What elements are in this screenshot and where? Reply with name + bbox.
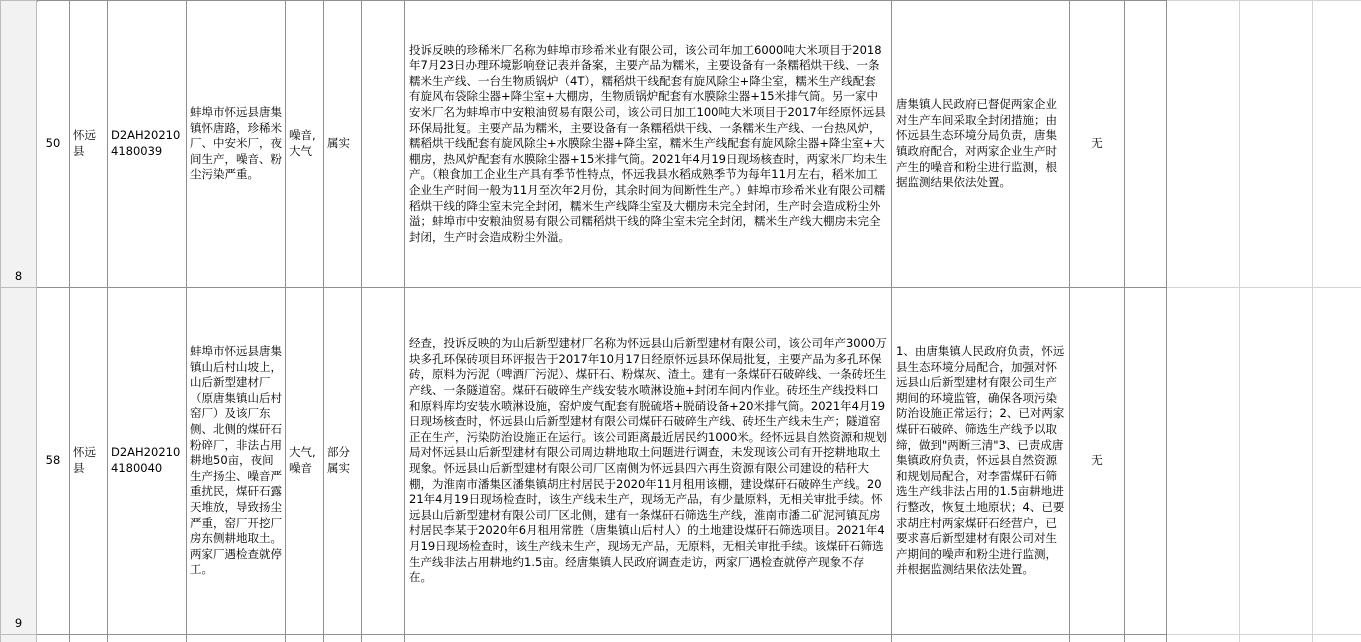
empty-cell[interactable] [405,635,892,642]
location-cell[interactable]: 蚌埠市怀远县唐集镇怀唐路，珍稀米厂、中安米厂，夜间生产，噪音、粉尘污染严重。 [187,1,286,288]
measures-cell[interactable]: 唐集镇人民政府已督促两家企业对生产车间采取全封闭措施；由怀远县生态环境分局负责，唐集镇政府配合，对两家企业生产时产生的噪音和粉尘进行监测，根据监测结果依法处置。 [892,1,1070,288]
empty-cell[interactable] [362,1,405,288]
empty-cell[interactable] [362,288,405,635]
empty-cell[interactable] [1167,1,1240,288]
accountability-cell[interactable]: 无 [1070,1,1125,288]
code-cell[interactable]: D2AH202104180040 [108,288,187,635]
empty-cell[interactable] [1167,288,1240,635]
seq-cell[interactable]: 58 [37,288,70,635]
empty-cell[interactable] [1167,635,1240,642]
empty-cell[interactable] [286,635,324,642]
empty-cell[interactable] [1125,635,1167,642]
empty-cell[interactable] [1125,288,1167,635]
empty-cell[interactable] [1313,1,1361,288]
measures-cell[interactable]: 1、由唐集镇人民政府负责，怀远县生态环境分局配合，加强对怀远县山后新型建材有限公司生产期间的环境监管，确保各项污染防治设施正常运行；2、已对两家煤矸石破碎、筛选生产线予以取缔，做到"两断三清"3、已责成唐集镇政府负责，怀远县自然资源和规划局配合，对李雷煤矸石筛选生产线非法占用的1.5亩耕地进行整改，恢复土地原状；4、已要求胡庄村两家煤矸石经营户，已要求喜后新型建材有限公司对生产期间的噪声和粉尘进行监测，并根据监测结果依法处置。 [892,288,1070,635]
empty-cell[interactable] [70,635,108,642]
county-cell[interactable]: 怀远县 [70,1,108,288]
empty-cell[interactable] [1313,288,1361,635]
empty-cell[interactable] [37,635,70,642]
empty-cell[interactable] [1240,1,1313,288]
seq-cell[interactable]: 50 [37,1,70,288]
code-cell[interactable]: D2AH202104180039 [108,1,187,288]
row-header[interactable]: 9 [1,288,37,635]
empty-cell[interactable] [1240,288,1313,635]
empty-cell[interactable] [1070,635,1125,642]
investigation-cell[interactable]: 投诉反映的珍稀米厂名称为蚌埠市珍希米业有限公司，该公司年加工6000吨大米项目于2018年7月23日办理环境影响登记表并备案，主要产品为糯米，主要设备有一条糯稻烘干线、一条糯米生产线、一台生物质锅炉（4T），糯稻烘干线配套有旋风除尘+降尘室，糯米生产线配套有旋风布袋除尘器+降尘室+大棚房，生物质锅炉配套有水膜除尘器+15米排气筒。另一家中安米厂名为蚌埠市中安粮油贸易有限公司，该公司日加工100吨大米项目于2017年经原怀远县环保局批复。主要产品为糯米，主要设备有一条糯稻烘干线、一条糯米生产线、一台热风炉，糯稻烘干线配套有旋风除尘+水膜除尘器+降尘室，糯米生产线配套有旋风除尘器+降尘室+大棚房，热风炉配套有水膜除尘器+15米排气筒。2021年4月19日现场核查时，两家米厂均未生产。（粮食加工企业生产具有季节性特点，怀远我县水稻成熟季节为每年11月左右，稻米加工企业生产时间一般为11月至次年2月份，其余时间为间断性生产。）蚌埠市珍希米业有限公司糯稻烘干线的降尘室未完全封闭，糯米生产线降尘室及大棚房未完全封闭，生产时会造成粉尘外溢；蚌埠市中安粮油贸易有限公司糯稻烘干线的降尘室未完全封闭，糯米生产线大棚房未完全封闭，生产时会造成粉尘外溢。 [405,1,892,288]
empty-cell[interactable] [108,635,187,642]
table-row[interactable] [1,288,1361,635]
accountability-cell[interactable]: 无 [1070,288,1125,635]
empty-cell[interactable] [324,635,362,642]
verdict-cell[interactable]: 属实 [324,1,362,288]
empty-cell[interactable] [362,635,405,642]
investigation-cell[interactable]: 经查，投诉反映的为山后新型建材厂名称为怀远县山后新型建材有限公司，该公司年产3000万块多孔环保砖项目环评报告于2017年10月17日经原怀远县环保局批复，主要产品为多孔环保砖，原料为污泥（啤酒厂污泥）、煤矸石、粉煤灰、渣土。建有一条煤矸石破碎线、一条砖坯生产线、一条隧道窑。煤矸石破碎生产线安装水喷淋设施+封闭车间内作业。砖坯生产线投料口和原料库均安装水喷淋设施，窑炉废气配套有脱硫塔+脱硝设备+20米排气筒。2021年4月19日现场核查时，怀远县山后新型建材有限公司煤矸石破碎生产线、砖坯生产线未生产；隧道窑正在生产，污染防治设施正在运行。该公司距离最近居民约1000米。经怀远县自然资源和规划局对怀远县山后新型建材有限公司周边耕地取土问题进行调查，未发现该公司有开挖耕地取土现象。怀远县山后新型建材有限公司厂区南侧为怀远县四六再生资源有限公司建设的秸秆大棚，为淮南市潘集区潘集镇胡庄村居民于2020年11月租用该棚，建设煤矸石破碎生产线。2021年4月19日现场检查时，该生产线未生产，现场无产品，有少量原料，无相关审批手续。怀远县山后新型建材有限公司厂区北侧，建有一条煤矸石筛选生产线，淮南市潘二矿泥河镇瓦房村居民李某于2020年6月租用常胜（唐集镇山后村人）的土地建设煤矸石筛选项目。2021年4月19日现场检查时，该生产线未生产，现场无产品，无原料，无相关审批手续。该煤矸石筛选生产线非法占用耕地约1.5亩。经唐集镇人民政府调查走访，两家厂遇检查就停产现象不存在。 [405,288,892,635]
table-row[interactable] [1,635,1361,642]
row-header[interactable]: 8 [1,1,37,288]
table-row[interactable] [1,1,1361,288]
empty-cell[interactable] [1313,635,1361,642]
verdict-cell[interactable]: 部分属实 [324,288,362,635]
county-cell[interactable]: 怀远县 [70,288,108,635]
empty-cell[interactable] [1240,635,1313,642]
pollution-type-cell[interactable]: 大气,噪音 [286,288,324,635]
empty-cell[interactable] [892,635,1070,642]
empty-cell[interactable] [1125,1,1167,288]
row-header[interactable] [1,635,37,642]
pollution-type-cell[interactable]: 噪音,大气 [286,1,324,288]
empty-cell[interactable] [187,635,286,642]
location-cell[interactable]: 蚌埠市怀远县唐集镇山后村山坡上，山后新型建材厂（原唐集镇山后村窑厂）及该厂东侧、北侧的煤矸石粉碎厂，非法占用耕地50亩，夜间生产扬尘、噪音严重扰民，煤矸石露天堆放，导致扬尘严重，窑厂开挖厂房东侧耕地取土。两家厂遇检查就停工。 [187,288,286,635]
